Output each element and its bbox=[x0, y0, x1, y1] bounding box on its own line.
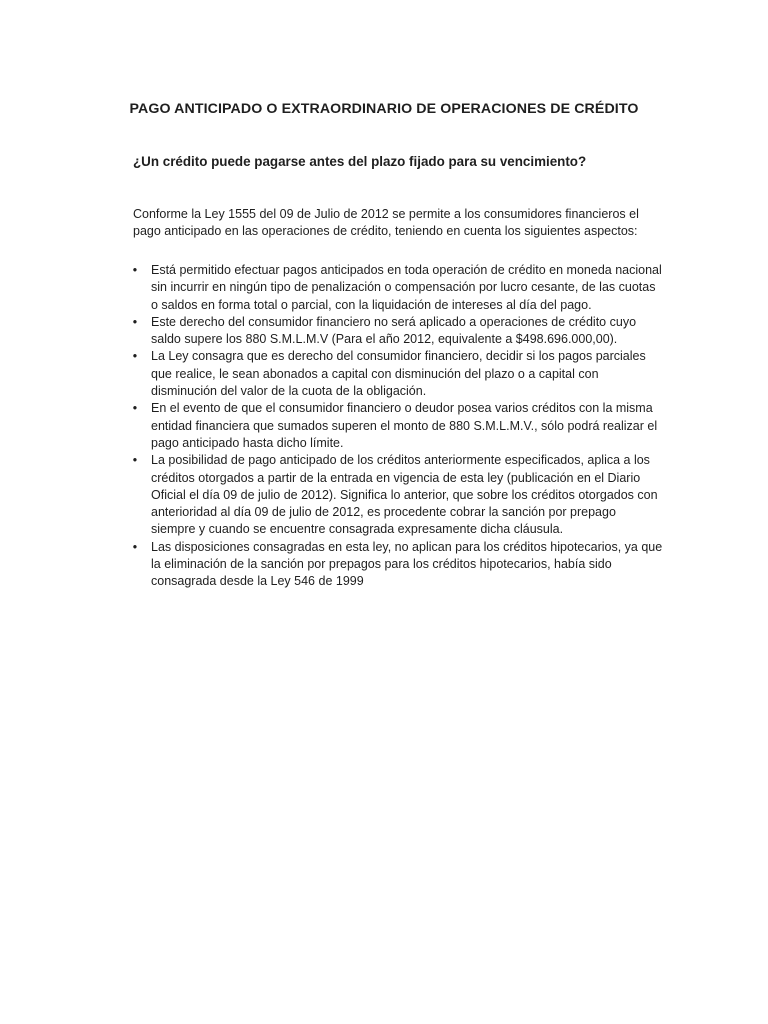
bullet-icon: • bbox=[132, 401, 138, 416]
bullet-icon: • bbox=[132, 263, 138, 277]
list-item-text: Está permitido efectuar pagos anticipados en toda operación de crédito en moneda nacional sin incurrir en ningún tipo de penalización o compensación por lucro cesante, de las cuotas o saldos en forma total o parcial, con la liquidación de intereses al día del pago. bbox=[151, 263, 662, 312]
list-item-text: Este derecho del consumidor financiero no será aplicado a operaciones de crédito cuyo saldo supere los 880 S.M.L.M.V (Para el año 2012, equivalente a $498.696.000,00). bbox=[151, 314, 637, 347]
list-item bbox=[133, 400, 663, 452]
bullet-icon: • bbox=[132, 349, 138, 364]
bullet-icon: • bbox=[132, 453, 138, 468]
aspects-list bbox=[133, 262, 663, 591]
list-item-text: La posibilidad de pago anticipado de los créditos anteriormente especificados, aplica a los créditos otorgados a partir de la entrada en vigencia de esta ley (publicación en el Diario Oficial el día 09 de julio de 2012). Significa lo anterior, que sobre los créditos otorgados con anterioridad al día 09 de julio de 2012, es procedente cobrar la sanción por prepago siempre y cuando se encuentre consagrada expresamente dicha cláusula. bbox=[151, 453, 658, 537]
list-item-text: Las disposiciones consagradas en esta ley, no aplican para los créditos hipotecarios, ya que la eliminación de la sanción por prepagos para los créditos hipotecarios, había sido consagrada desde la Ley 546 de 1999 bbox=[151, 539, 663, 589]
document-question: ¿Un crédito puede pagarse antes del plazo fijado para su vencimiento? bbox=[133, 154, 587, 169]
list-item bbox=[133, 539, 663, 591]
bullet-icon: • bbox=[132, 314, 138, 329]
list-item bbox=[133, 262, 663, 314]
list-item-text: La Ley consagra que es derecho del consumidor financiero, decidir si los pagos parciales que realice, le sean abonados a capital con disminución del plazo o a capital con disminución del valor de la cuota de la obligación. bbox=[151, 349, 646, 399]
intro-paragraph: Conforme la Ley 1555 del 09 de Julio de 2012 se permite a los consumidores financieros el pago anticipado en las operaciones de crédito, teniendo en cuenta los siguientes aspectos: bbox=[133, 207, 639, 239]
list-item bbox=[133, 348, 663, 400]
list-item-text: En el evento de que el consumidor financiero o deudor posea varios créditos con la misma entidad financiera que sumados superen el monto de 880 S.M.L.M.V., sólo podrá realizar el pago anticipado hasta dicho límite. bbox=[151, 401, 658, 450]
list-item bbox=[133, 314, 663, 349]
bullet-icon: • bbox=[132, 539, 138, 554]
list-item bbox=[133, 452, 663, 538]
document-title: PAGO ANTICIPADO O EXTRAORDINARIO DE OPERACIONES DE CRÉDITO bbox=[129, 101, 639, 117]
